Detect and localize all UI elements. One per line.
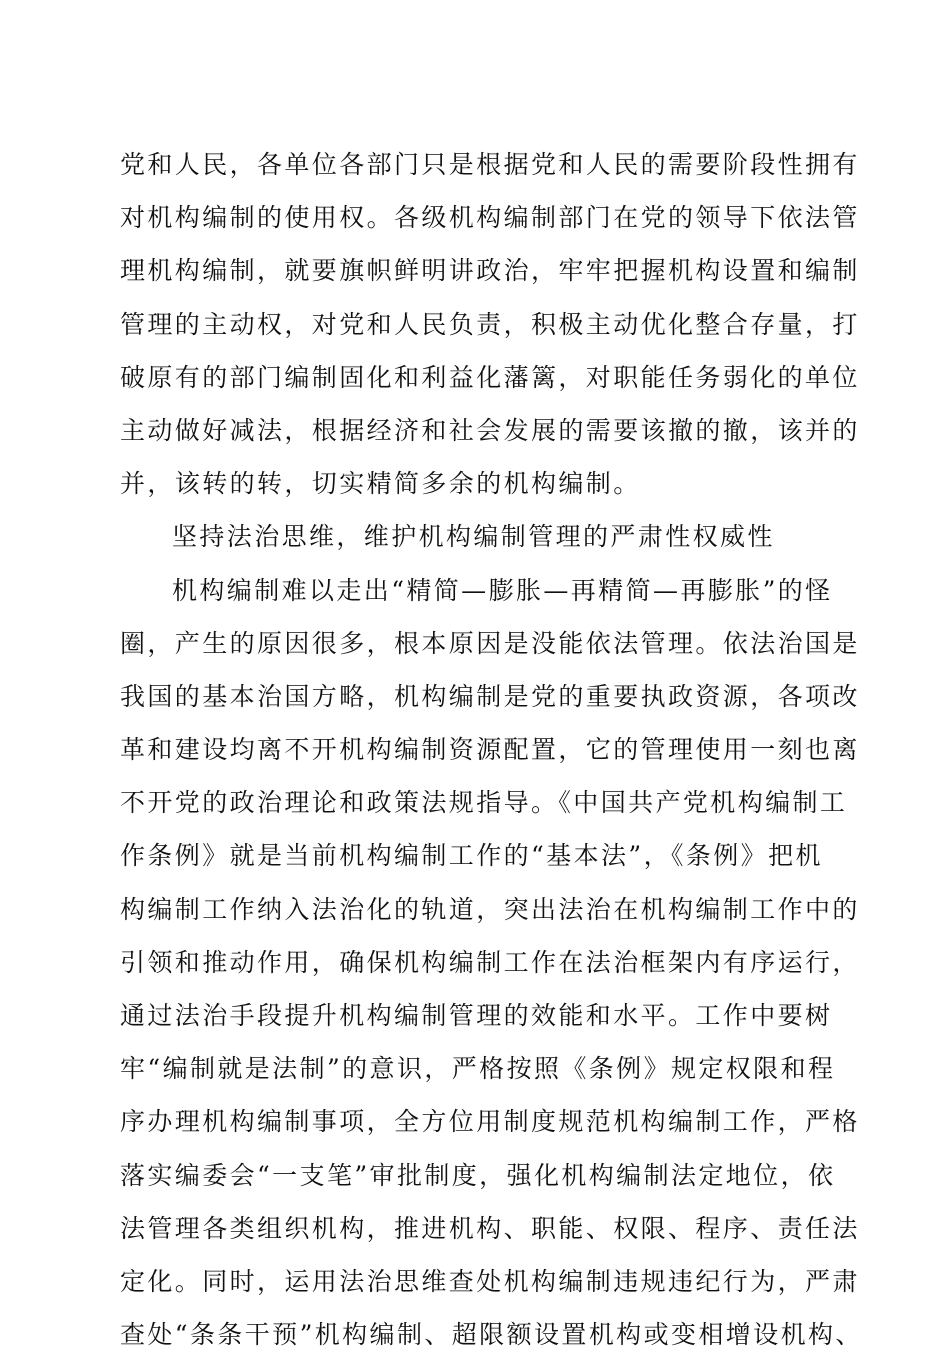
text-line: 法管理各类组织机构，推进机构、职能、权限、程序、责任法 xyxy=(120,1213,860,1243)
text-line: 作条例》就是当前机构编制工作的“基本法”，《条例》把机 xyxy=(120,841,823,871)
text-line: 破原有的部门编制固化和利益化藩篱，对职能任务弱化的单位 xyxy=(120,362,860,392)
text-line: 定化。同时，运用法治思维查处机构编制违规违纪行为，严肃 xyxy=(120,1266,860,1296)
text-line: 构编制工作纳入法治化的轨道，突出法治在机构编制工作中的 xyxy=(120,894,860,924)
text-line: 序办理机构编制事项，全方位用制度规范机构编制工作，严格 xyxy=(120,1107,860,1137)
text-line: 不开党的政治理论和政策法规指导。《中国共产党机构编制工 xyxy=(120,788,848,818)
text-line: 革和建设均离不开机构编制资源配置，它的管理使用一刻也离 xyxy=(120,735,860,765)
body-text xyxy=(120,138,863,1361)
text-line: 管理的主动权，对党和人民负责，积极主动优化整合存量，打 xyxy=(120,309,860,339)
text-line: 查处“条条干预”机构编制、超限额设置机构或变相增设机构、 xyxy=(120,1320,863,1350)
section-heading: 坚持法治思维，维护机构编制管理的严肃性权威性 xyxy=(172,522,775,552)
text-line: 通过法治手段提升机构编制管理的效能和水平。工作中要树 xyxy=(120,1001,833,1030)
text-line: 对机构编制的使用权。各级机构编制部门在党的领导下依法管 xyxy=(120,203,860,233)
text-line: 牢“编制就是法制”的意识，严格按照《条例》规定权限和程 xyxy=(120,1054,836,1084)
text-line: 党和人民，各单位各部门只是根据党和人民的需要阶段性拥有 xyxy=(120,150,860,179)
text-line: 引领和推动作用，确保机构编制工作在法治框架内有序运行， xyxy=(120,947,860,977)
text-line: 主动做好减法，根据经济和社会发展的需要该撤的撤，该并的 xyxy=(120,415,860,445)
paragraph-first-line: 机构编制难以走出“精简—膨胀—再精简—再膨胀”的怪 xyxy=(172,575,833,605)
text-line: 并，该转的转，切实精简多余的机构编制。 xyxy=(120,469,641,499)
text-line: 落实编委会“一支笔”审批制度，强化机构编制法定地位，依 xyxy=(120,1160,836,1190)
text-line: 理机构编制，就要旗帜鲜明讲政治，牢牢把握机构设置和编制 xyxy=(120,256,860,286)
text-line: 我国的基本治国方略，机构编制是党的重要执政资源，各项改 xyxy=(120,681,860,711)
text-line: 圈，产生的原因很多，根本原因是没能依法管理。依法治国是 xyxy=(120,628,860,658)
